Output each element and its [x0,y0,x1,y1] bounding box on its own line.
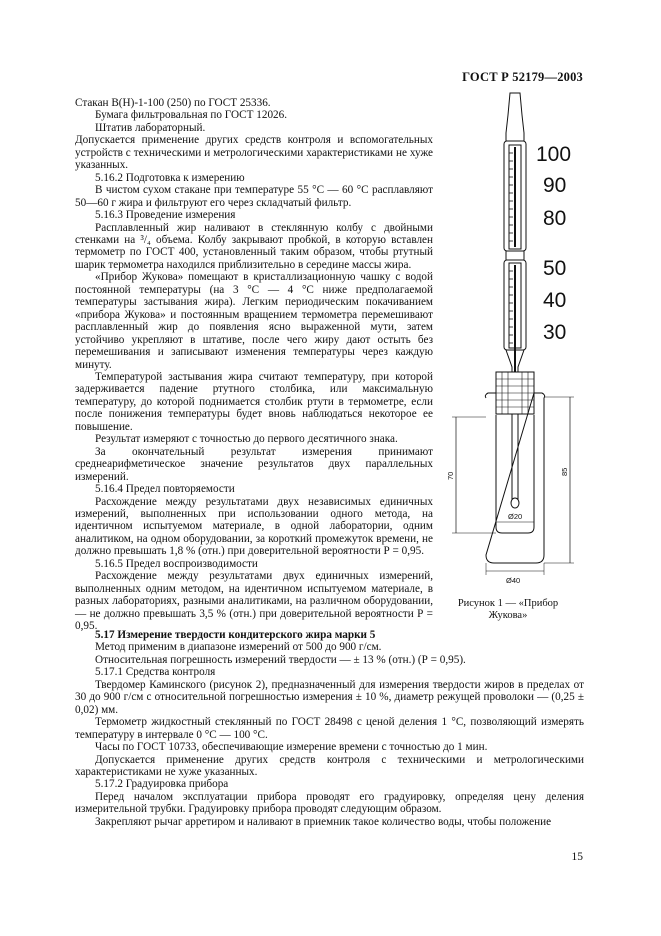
page-number: 15 [571,851,583,863]
subsection-heading: 5.16.4 Предел повторяемости [95,483,235,496]
paragraph: Температурой застывания жира считают температуру, при которой задерживается падение ртутного столбика, или максимальную температуру, до которой поднимается столбик ртути в термометре, если после понижения температуры будет вновь наблюдаться некоторое ее повышение. [75,370,433,433]
scale-label-90: 90 [543,174,567,197]
paragraph: Штатив лабораторный. [95,121,206,134]
left-column-text [75,97,433,632]
paragraph: Часы по ГОСТ 10733, обеспечивающие измерение времени с точностью до 1 мин. [95,741,488,754]
paragraph: Термометр жидкостный стеклянный по ГОСТ 28498 с ценой деления 1 °С, позволяющий измерять температуру в интервале 0 °С — 100 °С. [75,716,584,741]
scale-label-100: 100 [536,143,572,166]
paragraph: За окончательный результат измерения принимают среднеарифметическое значение результатов двух параллельных измерений. [75,445,433,483]
paragraph: Относительная погрешность измерений твердости — ± 13 % (отн.) (Р = 0,95). [95,653,466,666]
paragraph: «Прибор Жукова» помещают в кристаллизационную чашку с водой постоянной температуры (на 3 °С — 4 °С ниже предполагаемой температуры застывания жира). Легким периодическим покачиванием «прибора Жукова» и постоянным вращением термометра перемешивают расплавленный жир до появления ясно выраженной мути, затем устойчиво укрепляют в штативе, после чего жиру дают остыть без перемешивания и записывают изменения температуры через каждую минуту. [75,271,433,371]
scale-label-50: 50 [543,257,567,280]
section-heading: 5.17 Измерение твердости кондитерского жира марки 5 [95,629,376,641]
paragraph: Перед началом эксплуатации прибора проводят его градуировку, определяя цену деления измерительной трубки. Градуировку прибора проводят следующим образом. [75,790,584,816]
scale-label-80: 80 [543,207,567,230]
full-width-text [75,629,584,828]
paragraph: Расплавленный жир наливают в стеклянную колбу с двойными стенками на ³/₄ объема. Колбу закрывают пробкой, в которую вставлен термометр по ГОСТ 400, установленный таким образом, чтобы ртутный шарик термометра находился приблизительно в середине массы жира. [75,221,433,271]
figure-caption: Рисунок 1 — «Прибор Жукова» [457,598,559,621]
scale-label-40: 40 [543,289,567,312]
document-header: ГОСТ Р 52179—2003 [462,70,583,84]
paragraph: Закрепляют рычаг арретиром и наливают в приемник такое количество воды, чтобы положение [95,815,552,828]
dimension-85: 85 [560,467,569,476]
subsection-heading: 5.16.5 Предел воспроизводимости [95,557,258,570]
subsection-heading: 5.17.2 Градуировка прибора [95,778,229,791]
diameter-40: Ø40 [506,576,521,585]
paragraph: В чистом сухом стакане при температуре 55 °С — 60 °С расплавляют 50—60 г жира и фильтруют его через складчатый фильтр. [75,184,433,209]
paragraph: Результат измеряют с точностью до первого десятичного знака. [95,433,398,446]
paragraph: Метод применим в диапазоне измерений от 500 до 900 г/см. [95,641,382,654]
paragraph: Расхождение между результатами двух единичных измерений, выполненных одним методом, на идентичном испытуемом материале, в разных лабораториях, разными аналитиками, на различном оборудовании, — не должно превышать 3,5 % (отн.) при доверительной вероятности Р = 0,95. [75,570,433,633]
zhukov-apparatus-figure [440,85,590,595]
paragraph: Допускается применение других средств контроля с техническими и метрологическими характеристиками не хуже указанных. [75,753,584,778]
scale-label-30: 30 [543,321,567,344]
subsection-heading: 5.16.2 Подготовка к измерению [95,171,245,184]
subsection-heading: 5.16.3 Проведение измерения [95,209,236,222]
paragraph: Стакан В(Н)-1-100 (250) по ГОСТ 25336. [75,97,271,109]
paragraph: Твердомер Каминского (рисунок 2), предназначенный для измерения твердости жиров в пределах от 30 до 900 г/см с относительной погрешностью измерения ± 10 %, диаметр режущей проволоки — (0,25 ± 0,02) мм. [75,678,584,716]
paragraph: Бумага фильтровальная по ГОСТ 12026. [95,109,288,122]
subsection-heading: 5.17.1 Средства контроля [95,666,216,679]
paragraph: Расхождение между результатами двух независимых единичных измерений, выполненных при использовании одного метода, на идентичном испытуемом материале, в одной лаборатории, одним аналитиком, на одном оборудовании, за короткий промежуток времени, не должно превышать 1,8 % (отн.) при доверительной вероятности Р = 0,95. [75,495,433,558]
diameter-20: Ø20 [508,512,523,521]
dimension-70: 70 [446,471,455,480]
paragraph: Допускается применение других средств контроля и вспомогательных устройств с техническими и метрологическими характеристиками не хуже указанных. [75,134,433,172]
